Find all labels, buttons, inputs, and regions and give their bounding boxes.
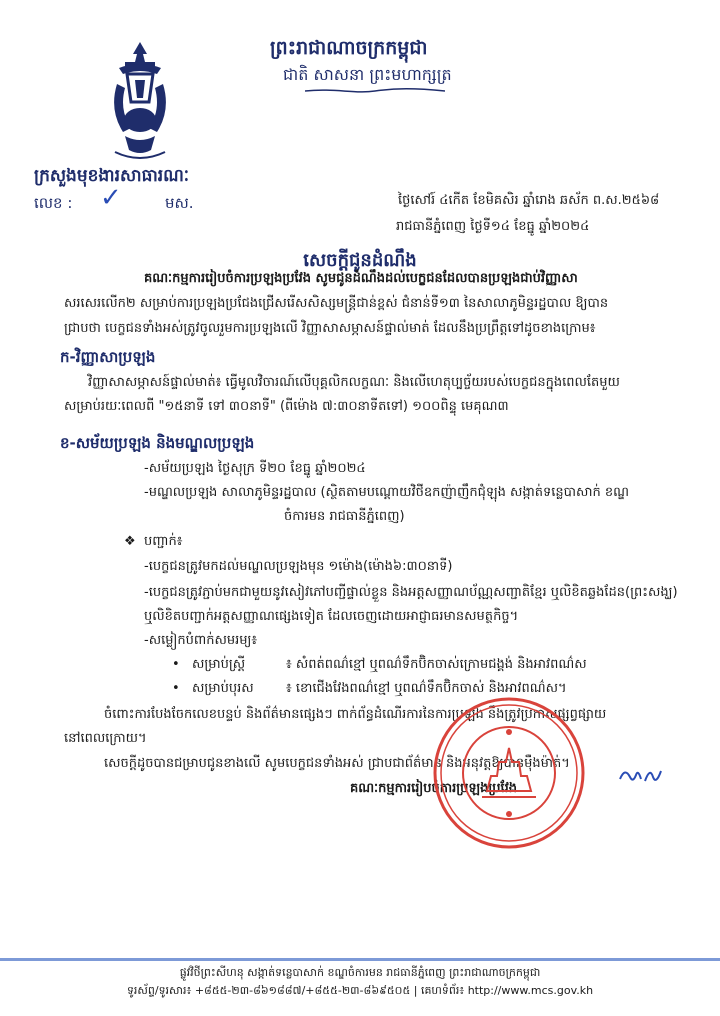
closing-line-2: នៅពេលក្រោយ។	[64, 731, 147, 746]
dress-women-bullet-icon: •	[172, 657, 180, 672]
footer-contact: ទូរស័ព្ទ/ទូរសារ៖ +៨៥៥-២៣-៨៦១៨៨៧/+៨៥៥-២៣-៨៦៩៥០៥ | គេហទំព័រ៖ http://www.mcs.gov.kh	[126, 984, 594, 997]
note-line-4: -សម្លៀកបំពាក់សមរម្យ៖	[144, 633, 258, 648]
note-line-3: ឬលិខិតបញ្ជាក់អត្តសញ្ញាណផ្សេងទៀត ដែលចេញដោយអាជ្ញាធរមានសមត្ថកិច្ច។	[144, 609, 519, 624]
section-a-title: ក-វិញ្ញាសាប្រឡង	[60, 348, 156, 366]
intro-line-3: ជ្រាបថា បេក្ខជនទាំងអស់ត្រូវចូលរួមការប្រឡងលើ វិញ្ញាសាសម្ភាសន៍ផ្ទាល់មាត់ ដែលនឹងប្រព្រឹត្តទៅដូចខាងក្រោម៖	[64, 321, 596, 336]
notes-bullet-icon: ❖	[124, 534, 136, 549]
dress-women-text: ៖ សំពត់ពណ៌ខ្មៅ ឬពណ៌ទឹកប៊ិកចាស់ក្រោមជង្គង់ និងអាវពណ៌ស	[286, 657, 587, 672]
exam-date: -សម័យប្រឡង ថ្ងៃសុក្រ ទី២០ ខែធ្នូ ឆ្នាំ២០២៤	[144, 461, 366, 476]
motto-ornament	[305, 88, 445, 94]
dress-women-label: សម្រាប់ស្ត្រី	[192, 657, 246, 672]
intro-line-2: សរសេរលើក២ សម្រាប់ការប្រឡងប្រជែងជ្រើសរើសសិស្សមន្ត្រីជាន់ខ្ពស់ ជំនាន់ទី១៣ នៃសាលាភូមិន្ទរដ្ឋបាល ឱ្យបាន	[64, 296, 609, 311]
notes-title: បញ្ជាក់៖	[144, 534, 183, 549]
notice-title: សេចក្តីជូនដំណឹង	[303, 250, 417, 271]
ministry-name: ក្រសួងមុខងារសាធារណៈ	[34, 166, 190, 186]
reference-checkmark: ✓	[100, 183, 122, 213]
note-line-2: -បេក្ខជនត្រូវភ្ជាប់មកជាមួយនូវសៀវភៅបញ្ជីផ្ទាល់ខ្លួន និងអត្តសញ្ញាណប័ណ្ណសញ្ជាតិខ្មែរ ឬលិខិតឆ្លងដែន(ព្រះសង្ឃ)	[144, 585, 678, 600]
solar-date: រាជធានីភ្នំពេញ ថ្ងៃទី១៤ ខែធ្នូ ឆ្នាំ២០២៤	[396, 219, 590, 234]
reference-suffix: មស.	[165, 194, 194, 212]
intro-line-1: គណៈកម្មការរៀបចំការប្រឡងប្រវែង សូមជូនដំណឹងដល់បេក្ខជនដែលបានប្រឡងជាប់វិញ្ញាសា	[144, 271, 578, 286]
footer-divider	[0, 958, 720, 961]
closing-line-3: សេចក្តីដូចបានជម្រាបជូនខាងលើ សូមបេក្ខជនទាំងអស់ ជ្រាបជាព័ត៌មាន និងអនុវត្តឱ្យបានម៉ឺងម៉ាត់។	[104, 756, 570, 771]
note-line-1: -បេក្ខជនត្រូវមកដល់មណ្ឌលប្រឡងមុន ១ម៉ោង(ម៉ោង៦:៣០នាទី)	[144, 559, 453, 574]
reference-number-label: លេខ :	[34, 194, 73, 212]
dress-men-bullet-icon: •	[172, 681, 180, 696]
national-motto: ជាតិ សាសនា ព្រះមហាក្សត្រ	[283, 65, 452, 84]
closing-line-1: ចំពោះការបែងចែកលេខបន្ទប់ និងព័ត៌មានផ្សេងៗ ពាក់ព័ន្ធដំណើរការនៃការប្រឡង នឹងត្រូវប្រកាសផ្សព្វផ្សាយ	[104, 707, 607, 722]
dress-men-label: សម្រាប់បុរស	[192, 681, 254, 696]
royal-emblem-icon	[105, 40, 175, 162]
kingdom-title: ព្រះរាជាណាចក្រកម្ពុជា	[270, 37, 428, 59]
signature-icon	[617, 765, 665, 787]
footer-address: ផ្លូវវិថីព្រះសីហនុ សង្កាត់ទន្លេបាសាក់ ខណ្ឌចំការមន រាជធានីភ្នំពេញ ព្រះរាជាណាចក្រកម្ពុជា	[179, 966, 541, 979]
section-b-title: ខ-សម័យប្រឡង និងមណ្ឌលប្រឡង	[60, 434, 255, 452]
lunar-date: ថ្ងៃសៅរ៍ ៤កើត ខែមិគសិរ ឆ្នាំរោង ឆស័ក ព.ស.២៥៦៨	[398, 193, 660, 208]
exam-center: -មណ្ឌលប្រឡង សាលាភូមិន្ទរដ្ឋបាល (ស្ថិតតាមបណ្តោយវិថីឧកញ៉ាញឹកជុំឡុង សង្កាត់ទន្លេបាសាក់ ខណ្ឌ	[144, 485, 629, 500]
notice-body	[60, 270, 684, 796]
official-seal-icon	[432, 696, 586, 850]
section-a-line-2: សម្រាប់រយៈពេលពី "១៥នាទី ទៅ ៣០នាទី" (ពីម៉ោង ៧:៣០នាទីតទៅ) ១០០ពិន្ទុ មេគុណ៣	[64, 399, 509, 414]
section-a-line-1: វិញ្ញាសាសម្ភាសន៍ផ្ទាល់មាត់៖ ធ្វើមូលវិចារណ៍លើបុគ្គលិកលក្ខណៈ និងលើហេតុប្បច្ច័យរបស់បេក្ខជនក្នុងពេលតែមួយ	[88, 375, 620, 390]
dress-men-text: ៖ ខោជើងវែងពណ៌ខ្មៅ ឬពណ៌ទឹកប៊ិកចាស់ និងអាវពណ៌ស។	[286, 681, 567, 696]
signatory: គណៈកម្មការរៀបចំការប្រឡងប្រវែង	[350, 781, 517, 796]
exam-center-continued: ចំការមន រាជធានីភ្នំពេញ)	[284, 509, 405, 524]
